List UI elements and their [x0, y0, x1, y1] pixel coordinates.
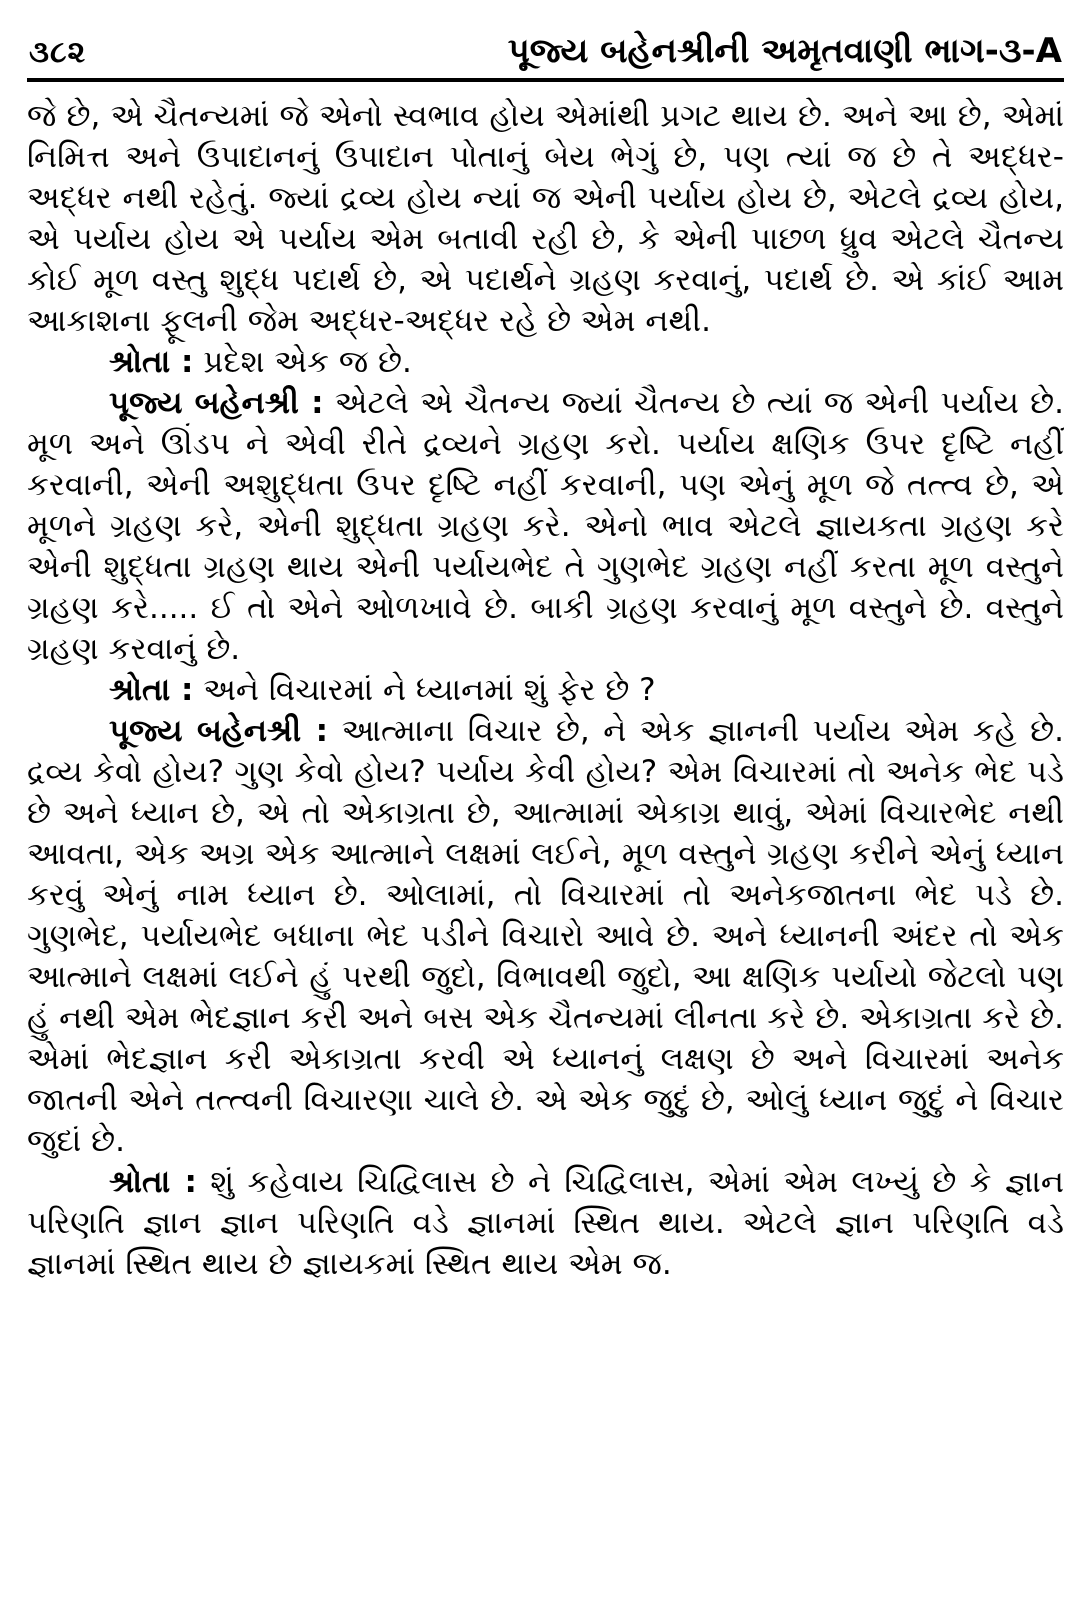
speaker-label: પૂજ્ય બહેનશ્રી : [109, 713, 329, 749]
running-header [27, 31, 1064, 71]
paragraph-continuation [27, 96, 1064, 342]
speaker-label: શ્રોતા : [109, 1164, 197, 1200]
header-rule [27, 78, 1064, 82]
speaker-label: શ્રોતા : [109, 344, 194, 380]
speaker-label: શ્રોતા : [109, 672, 194, 708]
paragraph-behenshri-1 [27, 383, 1064, 670]
speaker-label: પૂજ્ય બહેનશ્રી : [109, 385, 324, 421]
book-title: પૂજ્ય બહેનશ્રીની અમૃતવાણી ભાગ-૩-A [507, 31, 1062, 71]
paragraph-text: આત્માના વિચાર છે, ને એક જ્ઞાનની પર્યાય એમ કહે છે. દ્રવ્ય કેવો હોય? ગુણ કેવો હોય? પર્યાય કેવી હોય? એમ વિચારમાં તો અનેક ભેદ પડે છે અને ધ્યાન છે, એ તો એકાગ્રતા છે, આત્મામાં એકાગ્ર થાવું, એમાં વિચારભેદ નથી આવતા, એક અગ્ર એક આત્માને લક્ષમાં લઈને, મૂળ વસ્તુને ગ્રહણ કરીને એનું ધ્યાન કરવું એનું નામ ધ્યાન છે. ઓલામાં, તો વિચારમાં તો અનેકજાતના ભેદ પડે છે. ગુણભેદ, પર્યાયભેદ બધાના ભેદ પડીને વિચારો આવે છે. અને ધ્યાનની અંદર તો એક આત્માને લક્ષમાં લઈને હું પરથી જુદો, વિભાવથી જુદો, આ ક્ષણિક પર્યાયો જેટલો પણ હું નથી એમ ભેદજ્ઞાન કરી અને બસ એક ચૈતન્યમાં લીનતા કરે છે. એકાગ્રતા કરે છે. એમાં ભેદજ્ઞાન કરી એકાગ્રતા કરવી એ ધ્યાનનું લક્ષણ છે અને વિચારમાં અનેક જાતની એને તત્ત્વની વિચારણા ચાલે છે. એ એક જુદું છે, ઓલું ધ્યાન જુદું ને વિચાર જુદાં છે. [27, 713, 1064, 1159]
paragraph-behenshri-2 [27, 711, 1064, 1162]
paragraph-shrota-3 [27, 1162, 1064, 1285]
paragraph-text: અને વિચારમાં ને ધ્યાનમાં શું ફેર છે ? [203, 672, 656, 708]
paragraph-text: શું કહેવાય ચિદ્વિલાસ છે ને ચિદ્વિલાસ, એમાં એમ લખ્યું છે કે જ્ઞાન પરિણતિ જ્ઞાન જ્ઞાન પરિણતિ વડે જ્ઞાનમાં સ્થિત થાય. એટલે જ્ઞાન પરિણતિ વડે જ્ઞાનમાં સ્થિત થાય છે જ્ઞાયકમાં સ્થિત થાય એમ જ. [27, 1164, 1064, 1282]
paragraph-text: પ્રદેશ એક જ છે. [203, 344, 412, 380]
paragraph-shrota-1 [27, 342, 1064, 383]
paragraph-shrota-2 [27, 670, 1064, 711]
page-body [27, 96, 1064, 1285]
paragraph-text: જે છે, એ ચૈતન્યમાં જે એનો સ્વભાવ હોય એમાંથી પ્રગટ થાય છે. અને આ છે, એમાં નિમિત્ત અને ઉપાદાનનું ઉપાદાન પોતાનું બેય ભેગું છે, પણ ત્યાં જ છે તે અદ્ધર-અદ્ધર નથી રહેતું. જ્યાં દ્રવ્ય હોય ન્યાં જ એની પર્યાય હોય છે, એટલે દ્રવ્ય હોય, એ પર્યાય હોય એ પર્યાય એમ બતાવી રહી છે, કે એની પાછળ ધ્રુવ એટલે ચૈતન્ય કોઈ મૂળ વસ્તુ શુદ્ધ પદાર્થ છે, એ પદાર્થને ગ્રહણ કરવાનું, પદાર્થ છે. એ કાંઈ આમ આકાશના ફૂલની જેમ અદ્ધર-અદ્ધર રહે છે એમ નથી. [27, 98, 1064, 339]
page-number: ૩૮૨ [29, 35, 87, 70]
paragraph-text: એટલે એ ચૈતન્ય જ્યાં ચૈતન્ય છે ત્યાં જ એની પર્યાય છે. મૂળ અને ઊંડપ ને એવી રીતે દ્રવ્યને ગ્રહણ કરો. પર્યાય ક્ષણિક ઉપર દૃષ્ટિ નહીં કરવાની, એની અશુદ્ધતા ઉપર દૃષ્ટિ નહીં કરવાની, પણ એનું મૂળ જે તત્ત્વ છે, એ મૂળને ગ્રહણ કરે, એની શુદ્ધતા ગ્રહણ કરે. એનો ભાવ એટલે જ્ઞાયકતા ગ્રહણ કરે એની શુદ્ધતા ગ્રહણ થાય એની પર્યાયભેદ તે ગુણભેદ ગ્રહણ નહીં કરતા મૂળ વસ્તુને ગ્રહણ કરે..... ઈ તો એને ઓળખાવે છે. બાકી ગ્રહણ કરવાનું મૂળ વસ્તુને છે. વસ્તુને ગ્રહણ કરવાનું છે. [27, 385, 1064, 667]
